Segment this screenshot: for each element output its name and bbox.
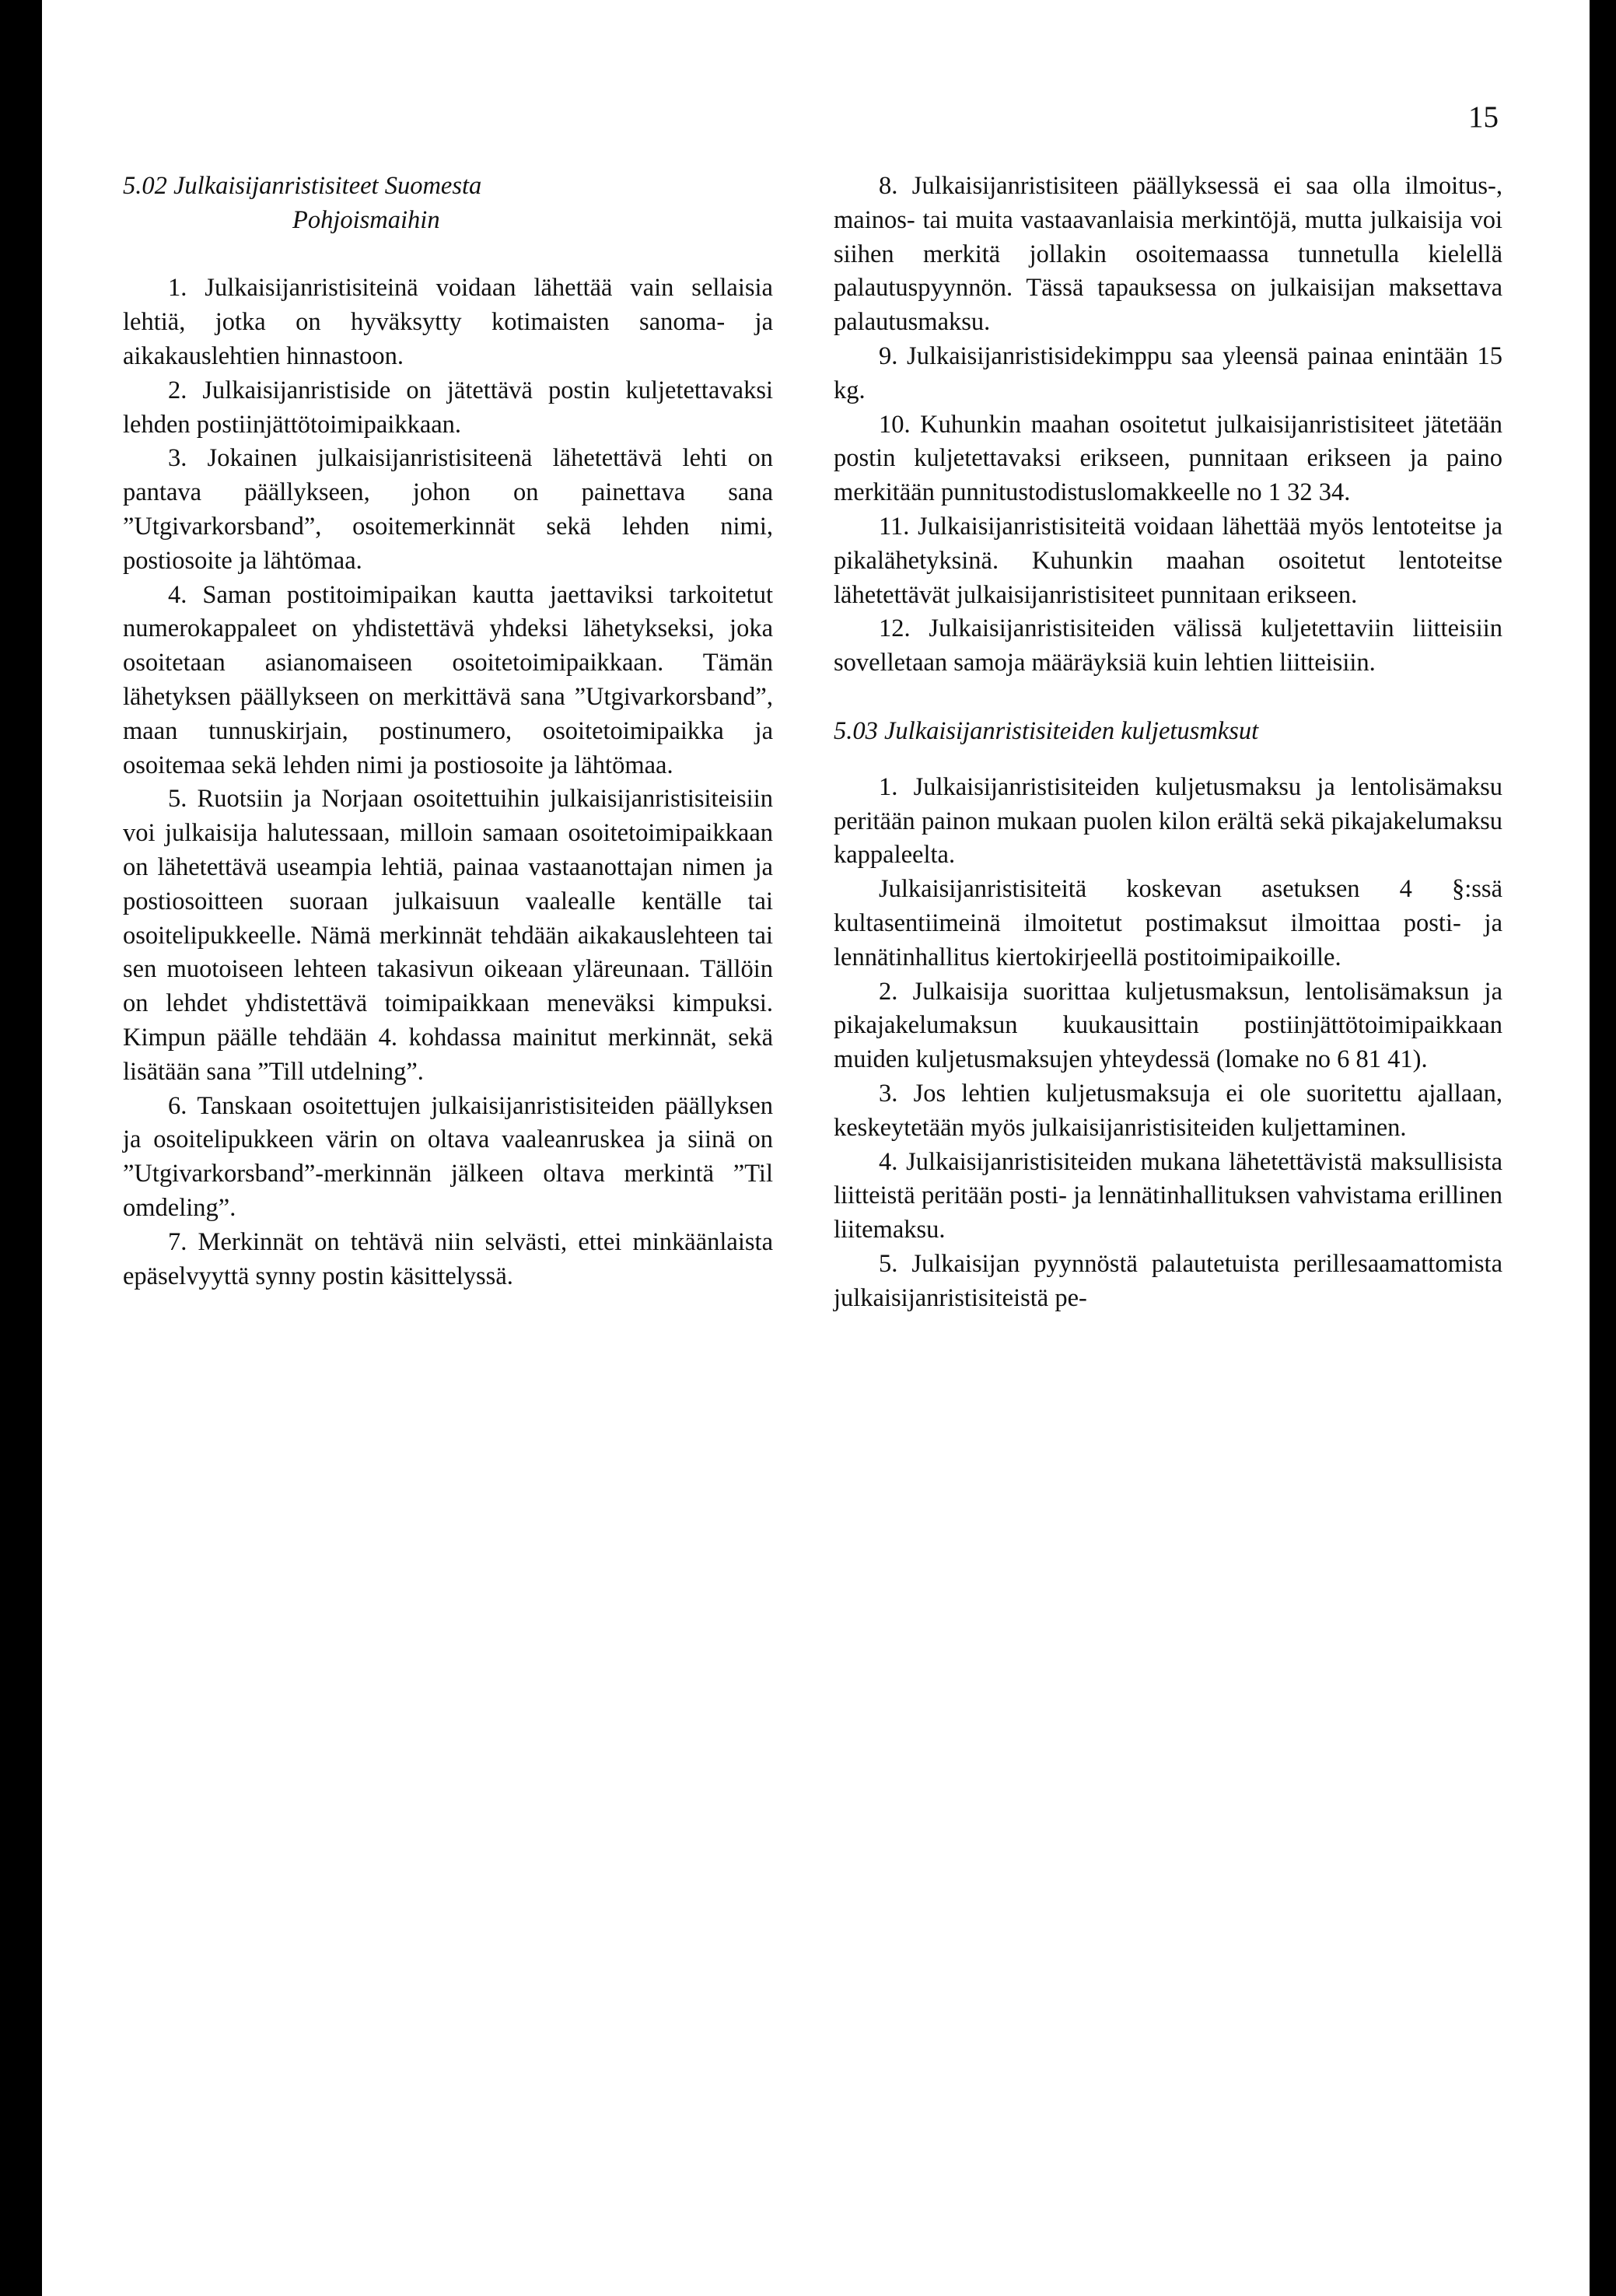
paragraph: 1. Julkaisijanristisiteinä voidaan lähettää vain sellaisia lehtiä, jotka on hyväksytty kotimaisten sanoma- ja aikakauslehtien hinnastoon. — [123, 274, 773, 370]
paragraph: 12. Julkaisijanristisiteiden välissä kuljetettaviin liitteisiin sovelletaan samoja määräyksiä kuin lehtien liitteisiin. — [834, 614, 1502, 677]
heading-line: Pohjoismaihin — [292, 205, 440, 234]
paragraph: 6. Tanskaan osoitettujen julkaisijanristisiteiden päällyksen ja osoitelipukkeen värin on oltava vaaleanruskea ja siinä on ”Utgivarkorsband”-merkinnän jälkeen oltava merkintä ”Til omdeling”. — [123, 1091, 773, 1222]
heading-line: 5.02 Julkaisijanristisiteet Suomesta — [123, 172, 482, 200]
scan-edge-right — [1590, 0, 1616, 2296]
paragraph: 1. Julkaisijanristisiteiden kuljetusmaksu ja lentolisämaksu peritään painon mukaan puolen kilon erältä sekä pikajakelumaksu kappaleelta. — [834, 772, 1502, 870]
paragraph: 2. Julkaisija suorittaa kuljetusmaksun, lentolisämaksun ja pikajakelumaksun kuukausittain postiinjättötoimipaikkaan muiden kuljetusmaksujen yhteydessä (lomake no 6 81 41). — [834, 977, 1502, 1074]
scan-edge-left — [0, 0, 42, 2296]
paragraph: 11. Julkaisijanristisiteitä voidaan lähettää myös lentoteitse ja pikalähetyksinä. Kuhunkin maahan osoitetut lentoteitse lähetettävät julkaisijanristisiteet punnitaan erikseen. — [834, 512, 1502, 609]
paragraph: 2. Julkaisijanristiside on jätettävä postin kuljetettavaksi lehden postiinjättötoimipaikkaan. — [123, 376, 773, 439]
page-number: 15 — [1468, 100, 1499, 134]
paragraph: 3. Jokainen julkaisijanristisiteenä lähetettävä lehti on pantava päällykseen, johon on painettava sana ”Utgivarkorsband”, osoitemerkinnät sekä lehden nimi, postiosoite ja lähtömaa. — [123, 444, 773, 575]
right-column — [834, 170, 1502, 1316]
paragraph: 5. Ruotsiin ja Norjaan osoitettuihin julkaisijanristisiteisiin voi julkaisija halutessaan, milloin samaan osoitetoimipaikkaan on lähetettävä useampia lehtiä, painaa vastaanottajan nimen ja postiosoitteen suoraan julkaisuun vaalealle kentälle tai osoitelipukkeelle. Nämä merkinnät tehdään aikakauslehteen tai sen muotoiseen lehteen takasivun oikeaan yläreunaan. Tällöin on lehdet yhdistettävä toimipaikkaan meneväksi kimpuksi. Kimpun päälle tehdään 4. kohdassa mainitut merkinnät, sekä lisätään sana ”Till utdelning”. — [123, 785, 773, 1086]
paragraph: Julkaisijanristisiteitä koskevan asetuksen 4 §:ssä kultasentiimeinä ilmoitetut postimaksut ilmoittaa posti- ja lennätinhallitus kiertokirjeellä postitoimipaikoille. — [834, 875, 1502, 971]
left-column — [123, 170, 773, 1293]
paragraph: 3. Jos lehtien kuljetusmaksuja ei ole suoritettu ajallaan, keskeytetään myös julkaisijanristisiteiden kuljettaminen. — [834, 1079, 1502, 1142]
paragraph: 8. Julkaisijanristisiteen päällyksessä ei saa olla ilmoitus-, mainos- tai muita vastaavanlaisia merkintöjä, mutta julkaisija voi siihen merkitä jollakin osoitemaassa tunnetulla kielellä palautuspyynnön. Tässä tapauksessa on julkaisijan maksettava palautusmaksu. — [834, 172, 1502, 337]
section-heading-5-03: 5.03 Julkaisijanristisiteiden kuljetusmksut — [834, 716, 1259, 745]
paragraph: 4. Saman postitoimipaikan kautta jaettaviksi tarkoitetut numerokappaleet on yhdistettävä yhdeksi lähetykseksi, joka osoitetaan asianomaiseen osoitetoimipaikkaan. Tämän lähetyksen päällykseen on merkittävä sana ”Utgivarkorsband”, maan tunnuskirjain, postinumero, osoitetoimipaikka ja osoitemaa sekä lehden nimi ja postiosoite ja lähtömaa. — [123, 580, 773, 779]
paragraph: 7. Merkinnät on tehtävä niin selvästi, ettei minkäänlaista epäselvyyttä synny postin käsittelyssä. — [123, 1227, 773, 1290]
paragraph: 4. Julkaisijanristisiteiden mukana lähetettävistä maksullisista liitteistä peritään posti- ja lennätinhallituksen vahvistama erillinen liitemaksu. — [834, 1147, 1502, 1244]
paragraph: 5. Julkaisijan pyynnöstä palautetuista perillesaamattomista julkaisijanristisiteistä pe- — [834, 1249, 1502, 1312]
paragraph: 9. Julkaisijanristisidekimppu saa yleensä painaa enintään 15 kg. — [834, 341, 1502, 404]
section-heading-5-02 — [123, 170, 773, 238]
paragraph: 10. Kuhunkin maahan osoitetut julkaisijanristisiteet jätetään postin kuljetettavaksi erikseen, punnitaan erikseen ja paino merkitään punnitustodistuslomakkeelle no 1 32 34. — [834, 410, 1502, 507]
